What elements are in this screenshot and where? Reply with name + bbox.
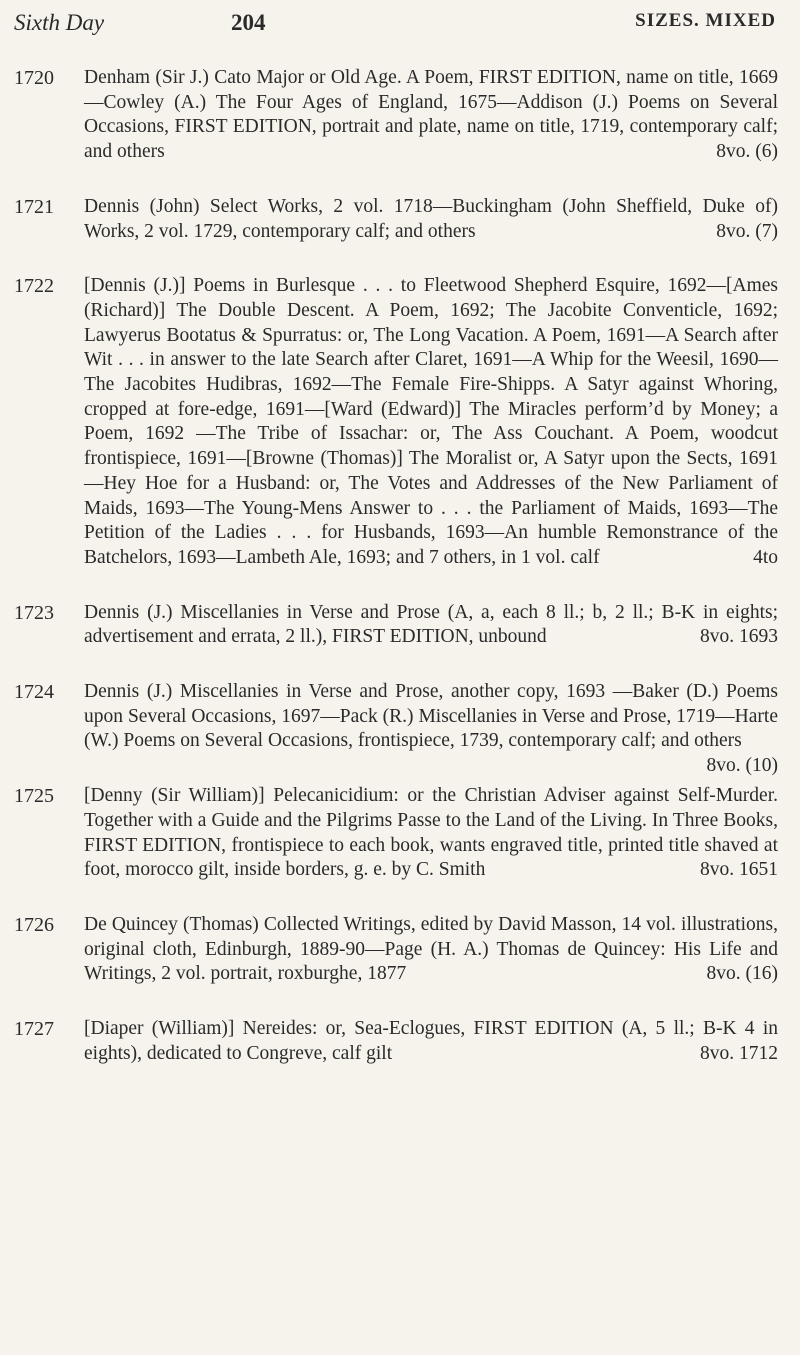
entry-description (84, 913, 778, 987)
entry-description (84, 66, 778, 165)
day-heading: Sixth Day (14, 10, 105, 35)
catalogue-entry (0, 601, 800, 650)
entry-format: 8vo. 1651 (700, 859, 778, 881)
entry-description (84, 680, 778, 777)
entry-format: 8vo. (7) (716, 220, 778, 242)
page-header (14, 10, 776, 44)
catalogue-entry (0, 680, 800, 777)
entry-description (84, 784, 778, 883)
lot-number: 1727 (14, 1018, 54, 1041)
catalogue-entry (0, 195, 800, 244)
entry-text: Dennis (J.) Miscellanies in Verse and Prose (A, a, each 8 ll.; b, 2 ll.; B-K in eights; advertisement and errata, 2 ll.), FIRST EDITION, unbound (84, 601, 778, 648)
entry-description (84, 195, 778, 244)
entry-description (84, 1017, 778, 1066)
entry-text: [Dennis (J.)] Poems in Burlesque . . . to Fleetwood Shepherd Esquire, 1692—[Ames (Richard)] The Double Descent. A Poem, 1692; The Jacobite Conventicle, 1692; Lawyerus Bootatus & Spurratus: or, The Long Vacation. A Poem, 1691—A Search after Wit . . . in answer to the late Search after Claret, 1691—A Whip for the Weesil, 1690—The Jacobites Hudibras, 1692—The Female Fire-Shipps. A Satyr against Whoring, cropped at fore-edge, 1691—[Ward (Edward)] The Miracles perform’d by Money; a Poem, 1692 —The Tribe of Issachar: or, The Ass Couchant. A Poem, woodcut frontispiece, 1691—[Browne (Thomas)] The Moralist or, A Satyr upon the Sects, 1691—Hey Hoe for a Husband: or, The Votes and Addresses of the New Parliament of Maids, 1693—The Young-Mens Answer to . . . the Parliament of Maids, 1693—The Petition of the Ladies . . . for Husbands, 1693—An humble Remonstrance of the Batchelors, 1693—Lambeth Ale, 1693; and 7 others, in 1 vol. calf (84, 275, 778, 568)
section-heading: SIZES. MIXED (635, 10, 776, 31)
lot-number: 1723 (14, 601, 54, 624)
entry-text: De Quincey (Thomas) Collected Writings, edited by David Masson, 14 vol. illustrations, original cloth, Edinburgh, 1889-90—Page (H. A.) Thomas de Quincey: His Life and Writings, 2 vol. portrait, roxburghe, 1877 (84, 913, 778, 985)
entry-text: Dennis (John) Select Works, 2 vol. 1718—Buckingham (John Sheffield, Duke of) Works, 2 vol. 1729, contemporary calf; and others (84, 195, 778, 242)
lot-number: 1724 (14, 681, 54, 704)
catalogue-entry (0, 784, 800, 883)
entry-format: 8vo. (10) (706, 755, 778, 777)
entry-format: 8vo. (6) (716, 141, 778, 163)
lot-number: 1721 (14, 195, 54, 218)
entry-text: Dennis (J.) Miscellanies in Verse and Prose, another copy, 1693 —Baker (D.) Poems upon Several Occasions, 1697—Pack (R.) Miscellanies in Verse and Prose, 1719—Harte (W.) Poems on Several Occasions, frontispiece, 1739, contemporary calf; and others (84, 681, 778, 752)
lot-number: 1726 (14, 913, 54, 936)
entry-format: 8vo. (16) (706, 963, 778, 985)
catalogue-entry (0, 1017, 800, 1066)
page-number: 204 (231, 10, 266, 35)
entry-description (84, 274, 778, 570)
entry-description (84, 601, 778, 650)
entry-format: 8vo. 1693 (700, 626, 778, 648)
catalogue-entry (0, 66, 800, 165)
entry-format: 4to (753, 546, 778, 568)
lot-number: 1722 (14, 275, 54, 298)
entry-format: 8vo. 1712 (700, 1042, 778, 1064)
catalogue-entry (0, 274, 800, 570)
entry-text: [Denny (Sir William)] Pelecanicidium: or the Christian Adviser against Self-Murder. Together with a Guide and the Pilgrims Passe to the Land of the Living. In Three Books, FIRST EDITION, frontispiece to each book, wants engraved title, printed title shaved at foot, morocco gilt, inside borders, g. e. by C. Smith (84, 785, 778, 881)
lot-number: 1725 (14, 785, 54, 808)
entry-text: Denham (Sir J.) Cato Major or Old Age. A Poem, FIRST EDITION, name on title, 1669—Cowley (A.) The Four Ages of England, 1675—Addison (J.) Poems on Several Occasions, FIRST EDITION, portrait and plate, name on title, 1719, contemporary calf; and others (84, 67, 778, 163)
catalogue-entry (0, 913, 800, 987)
catalogue-entries (0, 66, 800, 1097)
lot-number: 1720 (14, 67, 54, 89)
entry-text: [Diaper (William)] Nereides: or, Sea-Eclogues, FIRST EDITION (A, 5 ll.; B-K 4 in eights), dedicated to Congreve, calf gilt (84, 1018, 778, 1064)
